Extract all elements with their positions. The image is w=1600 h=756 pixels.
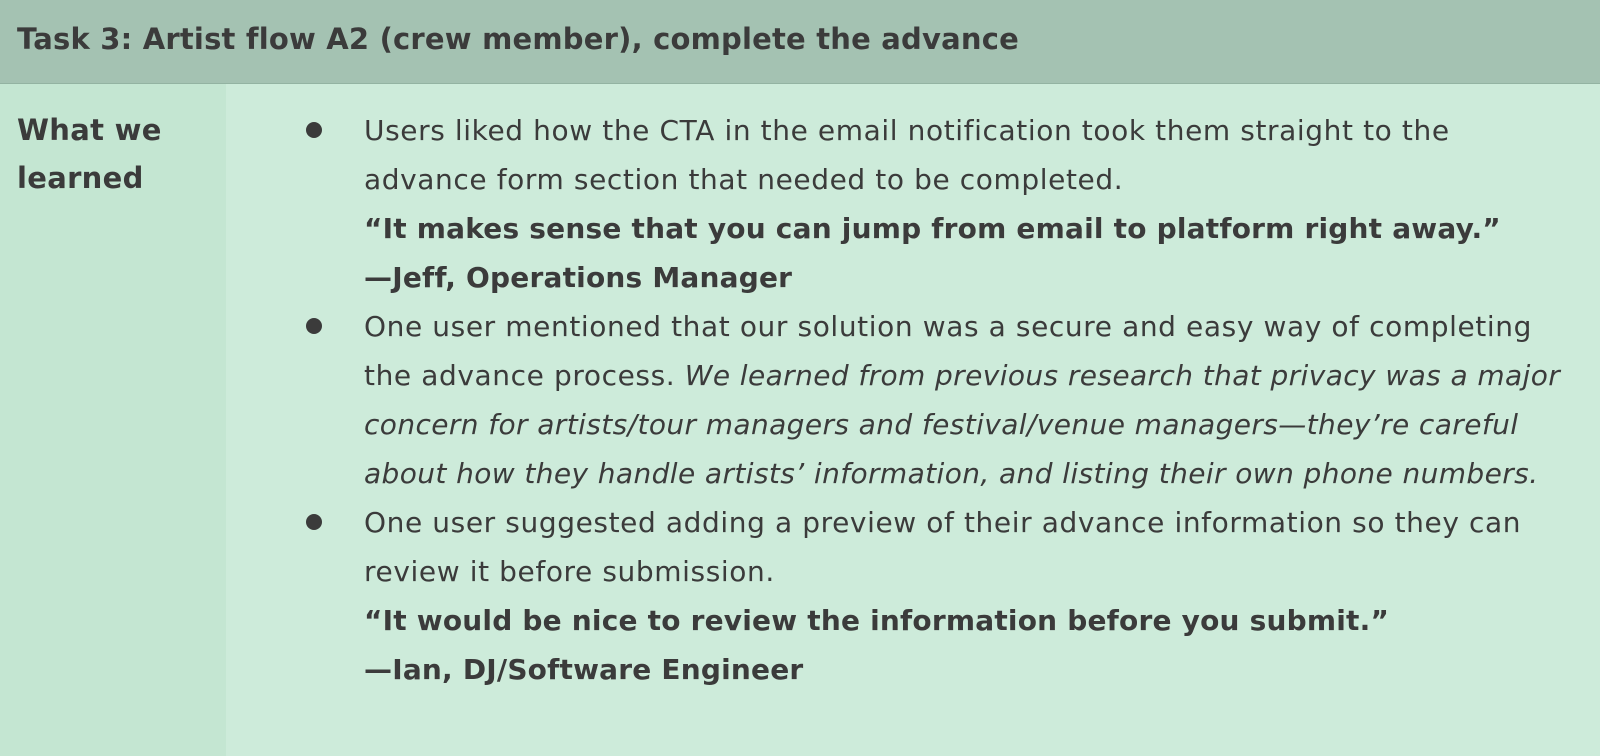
list-item bbox=[226, 302, 1600, 498]
row-label-cell bbox=[0, 84, 226, 756]
bullet-icon bbox=[306, 514, 322, 530]
list-item bbox=[226, 498, 1600, 694]
row-label: What we learned bbox=[17, 113, 162, 195]
bullet-icon bbox=[306, 318, 322, 334]
bullet-icon bbox=[306, 122, 322, 138]
table-header bbox=[0, 0, 1600, 84]
task-title: Task 3: Artist flow A2 (crew member), complete the advance bbox=[17, 22, 1019, 56]
row-content-cell bbox=[226, 84, 1600, 756]
list-item bbox=[226, 106, 1600, 302]
quote-attribution: —Jeff, Operations Manager bbox=[364, 261, 793, 294]
finding-text: Users liked how the CTA in the email notification took them straight to the advance form section that needed to be completed. bbox=[364, 114, 1450, 196]
user-quote: “It makes sense that you can jump from email to platform right away.” bbox=[364, 212, 1501, 245]
finding-text: One user suggested adding a preview of their advance information so they can review it before submission. bbox=[364, 506, 1522, 588]
findings-list bbox=[226, 106, 1600, 694]
quote-attribution: —Ian, DJ/Software Engineer bbox=[364, 653, 804, 686]
finding-text: One user mentioned that our solution was a secure and easy way of completing the advance process. bbox=[364, 310, 1532, 392]
user-quote: “It would be nice to review the information before you submit.” bbox=[364, 604, 1390, 637]
research-note: We learned from previous research that privacy was a major concern for artists/tour managers and festival/venue managers—they’re careful about how they handle artists’ information, and listing their own phone numbers. bbox=[364, 359, 1561, 490]
